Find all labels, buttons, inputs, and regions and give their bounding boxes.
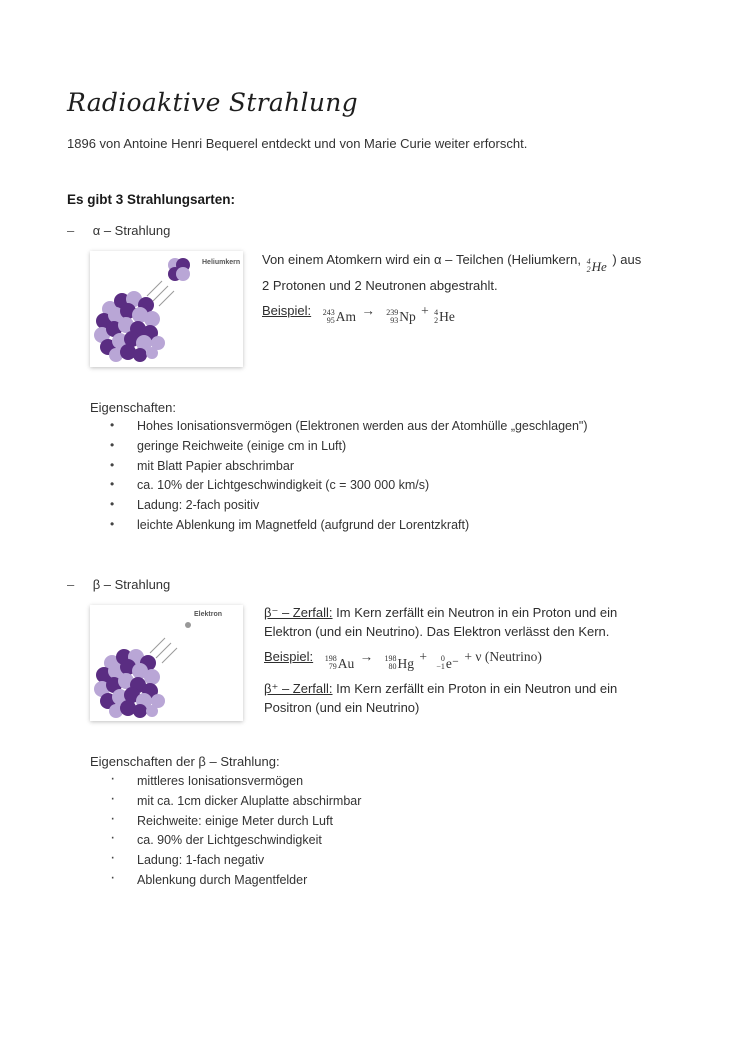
list-item: • Ladung: 2-fach positiv [110,498,588,518]
arrow-icon: → [361,302,375,318]
alpha-description [262,250,702,326]
beta-plus-line1 [264,679,704,698]
list-item: · Reichweite: einige Meter durch Luft [110,814,361,834]
am-charge: 95 [326,315,335,325]
list-item: · mit ca. 1cm dicker Aluplatte abschirmbar [110,794,361,814]
nuclide-np [386,307,416,326]
plus-sign: + [421,302,429,318]
dash: – [67,223,75,238]
beta-figure [90,605,243,721]
np-symbol: Np [399,309,416,324]
beta-properties-heading: Eigenschaften der β – Strahlung: [90,754,280,769]
arrow-icon: → [359,649,374,664]
list-item: • leichte Ablenkung im Magnetfeld (aufgrund der Lorentzkraft) [110,518,588,538]
list-item: · mittleres Ionisationsvermögen [110,774,361,794]
list-item: • ca. 10% der Lichtgeschwindigkeit (c = 300 000 km/s) [110,478,588,498]
plus-sign: + [464,649,473,664]
beta-minus-text: Im Kern zerfällt ein Neutron in ein Proton und ein [332,605,618,620]
beta-minus-line1 [264,603,704,622]
hg-charge: 80 [388,662,397,671]
e-mass: 0 [440,654,445,663]
electron-icon [185,622,191,628]
dash: – [67,577,75,592]
page-title: Radioaktive Strahlung [67,88,358,117]
he-symbol: He [591,258,607,274]
beta-figure-label: Elektron [194,611,223,618]
alpha-nucleus-illustration [90,251,243,367]
nuclide-electron [436,654,459,673]
plus-sign: + [419,649,428,664]
list-item: · Ablenkung durch Magentfelder [110,873,361,893]
beta-example-label: Beispiel: [264,649,314,664]
beta-plus-line2: Positron (und ein Neutrino) [264,699,420,715]
alpha-figure [90,251,243,367]
he-mass: 4 [586,257,591,266]
nuclide-he [434,307,455,326]
nuclide-au [325,654,355,673]
alpha-heading: α – Strahlung [92,223,171,238]
alpha-description-line2: 2 Protonen und 2 Neutronen abgestrahlt. [262,277,498,293]
intro-text: 1896 von Antoine Henri Bequerel entdeckt und von Marie Curie weiter erforscht. [67,136,528,151]
au-symbol: Au [337,655,355,671]
alpha-example [262,301,702,327]
e-charge: −1 [436,662,445,671]
alpha-properties-list [110,419,588,538]
au-mass: 198 [324,654,337,663]
beta-minus-label: β⁻ – Zerfall: [264,605,333,620]
alpha-desc-text: Von einem Atomkern wird ein α – Teilchen (Heliumkern, [262,252,585,267]
list-item: • geringe Reichweite (einige cm in Luft) [110,439,588,459]
np-mass: 239 [386,307,399,317]
beta-equation [323,649,542,671]
nuclide-am [323,307,356,326]
alpha-heading-row [67,222,170,240]
alpha-figure-label: Heliumkern [202,259,241,266]
am-mass: 243 [322,307,335,317]
he-charge: 2 [586,265,591,274]
alpha-desc-text-post: ) aus [608,252,642,267]
alpha-description-line1 [262,250,702,276]
alpha-example-label: Beispiel: [262,302,312,318]
list-item: • mit Blatt Papier abschrimbar [110,459,588,479]
beta-plus-text: Im Kern zerfällt ein Proton in ein Neutron und ein [332,680,618,696]
beta-properties-list [110,774,361,893]
list-item: • Hohes Ionisationsvermögen (Elektronen werden aus der Atomhülle „geschlagen") [110,419,588,439]
list-item: · ca. 90% der Lichtgeschwindigkeit [110,833,361,853]
am-symbol: Am [335,309,357,324]
section-heading: Es gibt 3 Strahlungsarten: [67,192,236,207]
au-charge: 79 [328,662,337,671]
beta-heading: β – Strahlung [92,577,171,592]
atom-nucleus-icon [94,649,165,718]
beta-minus-line2: Elektron (und ein Neutrino). Das Elektron verlässt den Kern. [264,624,610,639]
e-symbol: e⁻ [445,655,460,671]
neutrino-term: ν (Neutrino) [475,649,542,664]
hg-symbol: Hg [397,655,415,671]
hg-mass: 198 [384,654,397,663]
helium-nucleus-icon [168,258,190,281]
beta-example [264,647,704,673]
beta-heading-row [67,576,170,594]
nuclide-hg [385,654,415,673]
beta-plus-label: β⁺ – Zerfall: [264,680,333,696]
beta-description [264,603,704,717]
he2-charge: 2 [434,315,439,325]
np-charge: 93 [390,315,399,325]
list-item: · Ladung: 1-fach negativ [110,853,361,873]
he2-mass: 4 [434,307,439,317]
beta-nucleus-illustration [90,605,243,721]
alpha-properties-heading: Eigenschaften: [90,400,177,415]
atom-nucleus-icon [94,291,165,362]
alpha-equation [321,302,457,325]
helium-notation [587,257,607,276]
he2-symbol: He [439,309,455,324]
